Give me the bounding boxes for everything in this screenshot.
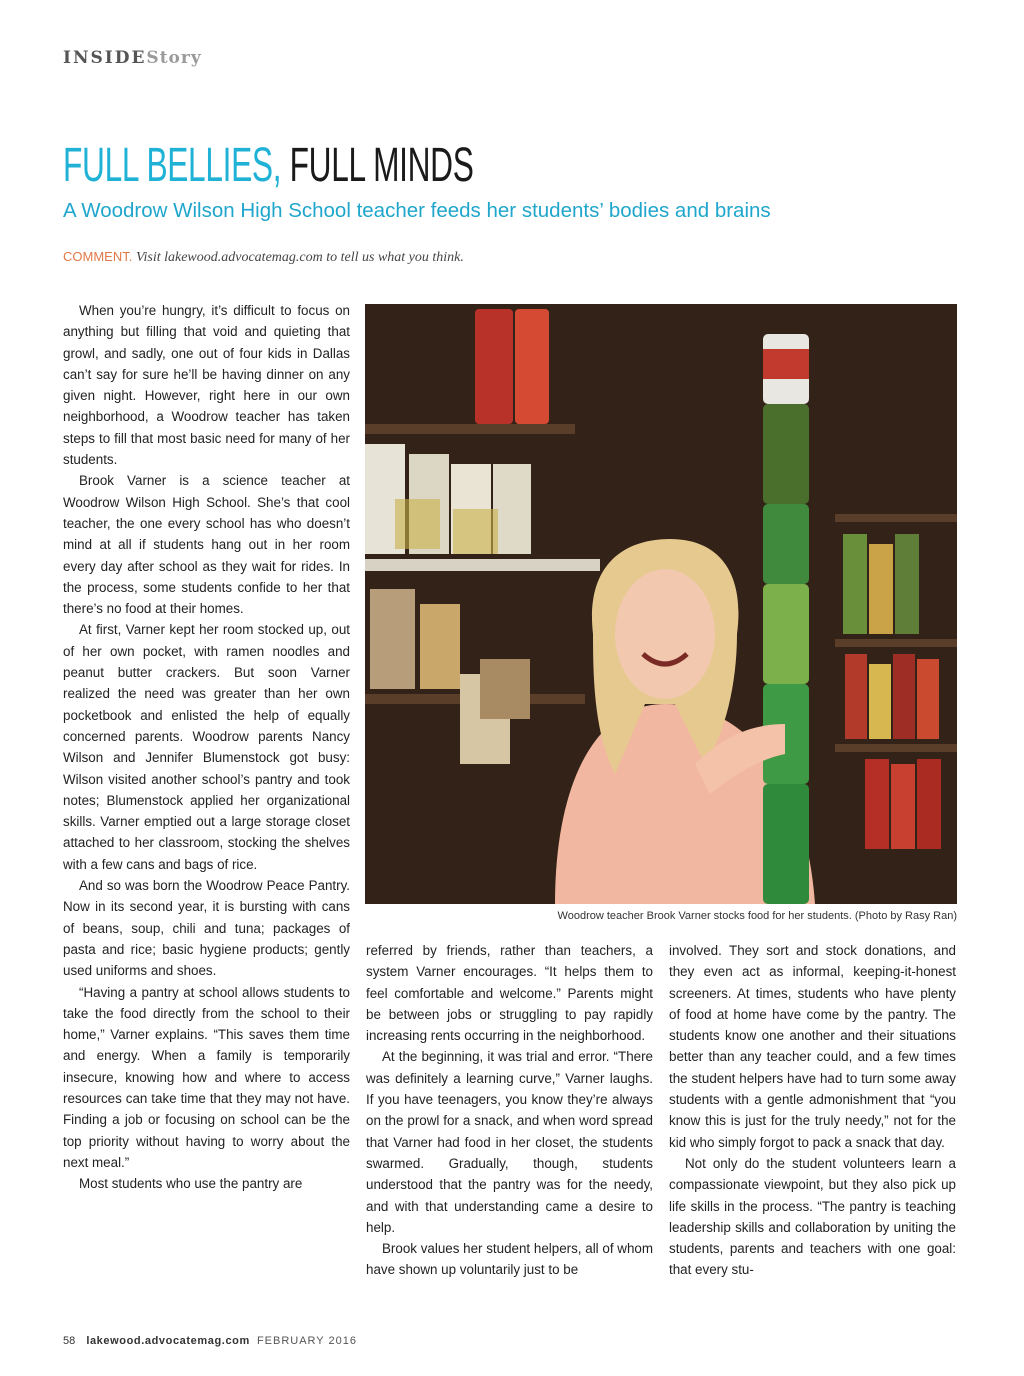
article-paragraph: Most students who use the pantry are	[79, 1176, 303, 1192]
photo-caption: Woodrow teacher Brook Varner stocks food for her students. (Photo by Rasy Ran)	[557, 910, 957, 922]
footer-site: lakewood.advocatemag.com	[86, 1335, 250, 1347]
headline-part1: FULL BELLIES,	[63, 139, 282, 192]
photo-illustration	[365, 304, 957, 904]
article-paragraph: When you’re hungry, it’s difficult to focus on anything but filling that void and quieting that growl, and sadly, one out of four kids in Dallas can’t say for sure he’ll be having dinner on any given night. However, right here in our own neighborhood, a Woodrow teacher has taken steps to fill that most basic need for many of her students.	[63, 303, 350, 468]
article-paragraph: Brook values her student helpers, all of whom have shown up voluntarily just to be	[366, 1241, 653, 1278]
article-paragraph: Not only do the student volunteers learn a compassionate viewpoint, but they also pick up life skills in the process. “The pantry is teaching leadership skills and collaboration by uniting the students, parents and teachers with one goal: that every stu-	[669, 1155, 956, 1278]
comment-text: Visit lakewood.advocatemag.com to tell us what you think.	[135, 250, 464, 265]
subheadline: A Woodrow Wilson High School teacher feeds her students’ bodies and brains	[63, 199, 771, 222]
comment-line	[63, 249, 464, 266]
footer-date: FEBRUARY 2016	[256, 1335, 357, 1347]
headline-part2: FULL MINDS	[289, 139, 474, 192]
section-label	[63, 48, 202, 68]
article-paragraph: Brook Varner is a science teacher at Woodrow Wilson High School. She’s that cool teacher, the one every school has who doesn’t mind at all if students hang out in her room every day after school as they wait for rides. In the process, some students confide to her that there’s no food at their homes.	[63, 473, 350, 617]
article-paragraph: At first, Varner kept her room stocked up, out of her own pocket, with ramen noodles and peanut butter crackers. But soon Varner realized the need was greater than her own pocketbook and enlisted the help of equally concerned parents. Woodrow parents Nancy Wilson and Jennifer Blumenstock got busy: Wilson visited another school’s pantry and took notes; Blumenstock applied her organizational skills. Varner emptied out a large storage closet attached to her classroom, stocking the shelves with a few cans and bags of rice.	[63, 622, 350, 872]
article-paragraph: At the beginning, it was trial and error. “There was definitely a learning curve,” Varner laughs. If you have teenagers, you know they’re always on the prowl for a snack, and when word spread that Varner had food in her closet, the students swarmed. Gradually, though, students understood that the pantry was for the needy, and with that understanding came a desire to help.	[366, 1049, 653, 1235]
headline	[63, 136, 474, 196]
article-paragraph: referred by friends, rather than teachers, a system Varner encourages. “It helps them to feel comfortable and welcome.” Parents might be between jobs or struggling to pay rapidly increasing rents occurring in the neighborhood.	[366, 943, 653, 1044]
article-column-3	[669, 940, 956, 1281]
page-number: 58	[63, 1335, 76, 1347]
page-footer	[63, 1335, 357, 1347]
article-paragraph: involved. They sort and stock donations, and they even act as informal, keeping-it-honest screeners. At times, students who have plenty of food at home have come by the pantry. The students know one another and their situations better than any teacher could, and a few times the student helpers have had to turn some away students with a gentle admonishment that “you know this is just for the truly needy,” not for the kid who simply forgot to pack a snack that day.	[669, 943, 956, 1150]
article-column-1	[63, 300, 350, 1194]
article-column-2	[366, 940, 653, 1281]
comment-label: COMMENT.	[63, 249, 133, 264]
section-label-inside: INSIDE	[63, 48, 147, 68]
article-paragraph: And so was born the Woodrow Peace Pantry. Now in its second year, it is bursting with cans of beans, soup, chili and tuna; packages of pasta and rice; basic hygiene products; gently used uniforms and shoes.	[63, 878, 350, 979]
section-label-story: Story	[146, 48, 202, 68]
article-photo	[365, 304, 957, 904]
article-paragraph: “Having a pantry at school allows students to take the food directly from the school to their home,” Varner explains. “This saves them time and energy. When a family is temporarily insecure, knowing how and where to access resources can take time that they may not have. Finding a job or focusing on school can be the top priority without having to worry about the next meal.”	[63, 984, 350, 1170]
